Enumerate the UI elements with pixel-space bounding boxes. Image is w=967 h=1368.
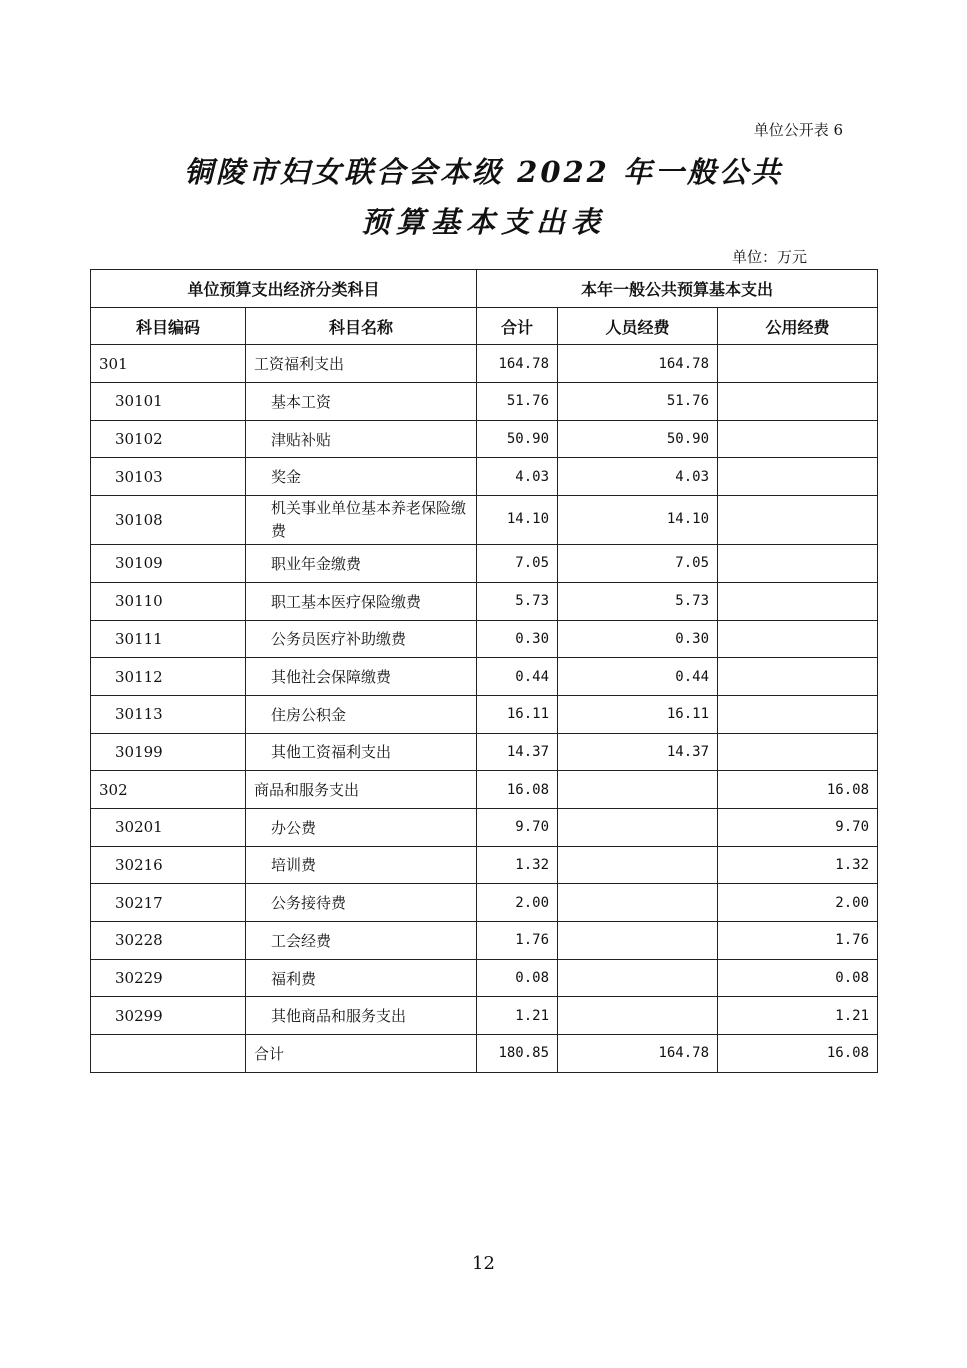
cell-personnel: 7.05	[558, 545, 718, 583]
cell-name: 其他社会保障缴费	[246, 658, 477, 696]
table-row	[91, 1035, 878, 1073]
cell-public	[718, 458, 878, 496]
cell-personnel	[558, 884, 718, 922]
cell-name: 合计	[246, 1035, 477, 1073]
cell-code: 30228	[91, 922, 246, 960]
cell-total: 9.70	[477, 808, 558, 846]
cell-code: 30112	[91, 658, 246, 696]
cell-name: 机关事业单位基本养老保险缴费	[246, 496, 477, 545]
cell-code	[91, 1035, 246, 1073]
cell-code: 30113	[91, 695, 246, 733]
cell-name: 工会经费	[246, 922, 477, 960]
cell-total: 51.76	[477, 383, 558, 421]
cell-total: 1.21	[477, 997, 558, 1035]
cell-name: 其他商品和服务支出	[246, 997, 477, 1035]
cell-name: 基本工资	[246, 383, 477, 421]
cell-personnel	[558, 997, 718, 1035]
page-number: 12	[472, 1253, 495, 1274]
header-column-row	[91, 307, 878, 345]
cell-personnel: 14.37	[558, 733, 718, 771]
cell-name: 奖金	[246, 458, 477, 496]
cell-name: 办公费	[246, 808, 477, 846]
cell-public: 2.00	[718, 884, 878, 922]
cell-code: 30216	[91, 846, 246, 884]
cell-public: 16.08	[718, 771, 878, 809]
cell-code: 30102	[91, 420, 246, 458]
cell-public	[718, 695, 878, 733]
cell-total: 16.11	[477, 695, 558, 733]
cell-public	[718, 420, 878, 458]
cell-public	[718, 345, 878, 383]
cell-public	[718, 383, 878, 421]
cell-personnel: 14.10	[558, 496, 718, 545]
table-row	[91, 808, 878, 846]
table-body	[91, 345, 878, 1072]
cell-name: 商品和服务支出	[246, 771, 477, 809]
cell-public	[718, 620, 878, 658]
document-title-line1: 铜陵市妇女联合会本级 2022 年一般公共	[184, 155, 783, 189]
cell-code: 30201	[91, 808, 246, 846]
cell-personnel	[558, 846, 718, 884]
cell-public: 1.76	[718, 922, 878, 960]
cell-personnel	[558, 808, 718, 846]
header-code: 科目编码	[91, 307, 246, 345]
cell-code: 30111	[91, 620, 246, 658]
header-public: 公用经费	[718, 307, 878, 345]
cell-code: 302	[91, 771, 246, 809]
table-row	[91, 771, 878, 809]
document-title-line2: 预算基本支出表	[360, 205, 606, 239]
cell-name: 福利费	[246, 959, 477, 997]
cell-public: 0.08	[718, 959, 878, 997]
table-row	[91, 695, 878, 733]
cell-total: 50.90	[477, 420, 558, 458]
cell-total: 0.30	[477, 620, 558, 658]
table-row	[91, 496, 878, 545]
cell-name: 培训费	[246, 846, 477, 884]
header-group-left: 单位预算支出经济分类科目	[91, 270, 477, 308]
cell-name: 工资福利支出	[246, 345, 477, 383]
cell-total: 14.37	[477, 733, 558, 771]
cell-personnel	[558, 959, 718, 997]
cell-code: 301	[91, 345, 246, 383]
cell-personnel: 5.73	[558, 582, 718, 620]
cell-public: 1.32	[718, 846, 878, 884]
table-row	[91, 545, 878, 583]
unit-label: 单位：万元	[731, 248, 807, 266]
cell-public: 9.70	[718, 808, 878, 846]
table-row	[91, 922, 878, 960]
cell-code: 30108	[91, 496, 246, 545]
cell-total: 0.08	[477, 959, 558, 997]
cell-public	[718, 545, 878, 583]
cell-name: 公务员医疗补助缴费	[246, 620, 477, 658]
cell-personnel: 51.76	[558, 383, 718, 421]
cell-name: 职业年金缴费	[246, 545, 477, 583]
table-row	[91, 733, 878, 771]
cell-public	[718, 658, 878, 696]
table-row	[91, 997, 878, 1035]
cell-code: 30229	[91, 959, 246, 997]
table-number: 单位公开表 6	[753, 121, 843, 139]
cell-public: 16.08	[718, 1035, 878, 1073]
cell-code: 30103	[91, 458, 246, 496]
cell-name: 公务接待费	[246, 884, 477, 922]
table-row	[91, 345, 878, 383]
cell-code: 30109	[91, 545, 246, 583]
cell-code: 30101	[91, 383, 246, 421]
cell-total: 164.78	[477, 345, 558, 383]
cell-personnel: 0.30	[558, 620, 718, 658]
cell-total: 0.44	[477, 658, 558, 696]
cell-total: 14.10	[477, 496, 558, 545]
cell-total: 5.73	[477, 582, 558, 620]
cell-total: 2.00	[477, 884, 558, 922]
cell-name: 其他工资福利支出	[246, 733, 477, 771]
table-row	[91, 884, 878, 922]
cell-personnel: 0.44	[558, 658, 718, 696]
header-group-right: 本年一般公共预算基本支出	[477, 270, 878, 308]
table-row	[91, 458, 878, 496]
cell-code: 30199	[91, 733, 246, 771]
cell-name: 住房公积金	[246, 695, 477, 733]
table-row	[91, 620, 878, 658]
cell-total: 1.76	[477, 922, 558, 960]
cell-public: 1.21	[718, 997, 878, 1035]
table-row	[91, 383, 878, 421]
cell-name: 津贴补贴	[246, 420, 477, 458]
cell-personnel: 16.11	[558, 695, 718, 733]
cell-personnel	[558, 922, 718, 960]
cell-personnel: 164.78	[558, 345, 718, 383]
cell-public	[718, 733, 878, 771]
cell-personnel: 164.78	[558, 1035, 718, 1073]
cell-total: 4.03	[477, 458, 558, 496]
header-personnel: 人员经费	[558, 307, 718, 345]
table-row	[91, 420, 878, 458]
table-row	[91, 582, 878, 620]
budget-table	[90, 269, 878, 1073]
cell-public	[718, 582, 878, 620]
cell-total: 16.08	[477, 771, 558, 809]
cell-personnel: 50.90	[558, 420, 718, 458]
cell-total: 180.85	[477, 1035, 558, 1073]
header-total: 合计	[477, 307, 558, 345]
cell-code: 30110	[91, 582, 246, 620]
header-group-row	[91, 270, 878, 308]
cell-total: 1.32	[477, 846, 558, 884]
cell-personnel	[558, 771, 718, 809]
cell-code: 30217	[91, 884, 246, 922]
cell-total: 7.05	[477, 545, 558, 583]
cell-personnel: 4.03	[558, 458, 718, 496]
table-row	[91, 959, 878, 997]
table-row	[91, 658, 878, 696]
table-row	[91, 846, 878, 884]
cell-name: 职工基本医疗保险缴费	[246, 582, 477, 620]
header-name: 科目名称	[246, 307, 477, 345]
cell-public	[718, 496, 878, 545]
cell-code: 30299	[91, 997, 246, 1035]
